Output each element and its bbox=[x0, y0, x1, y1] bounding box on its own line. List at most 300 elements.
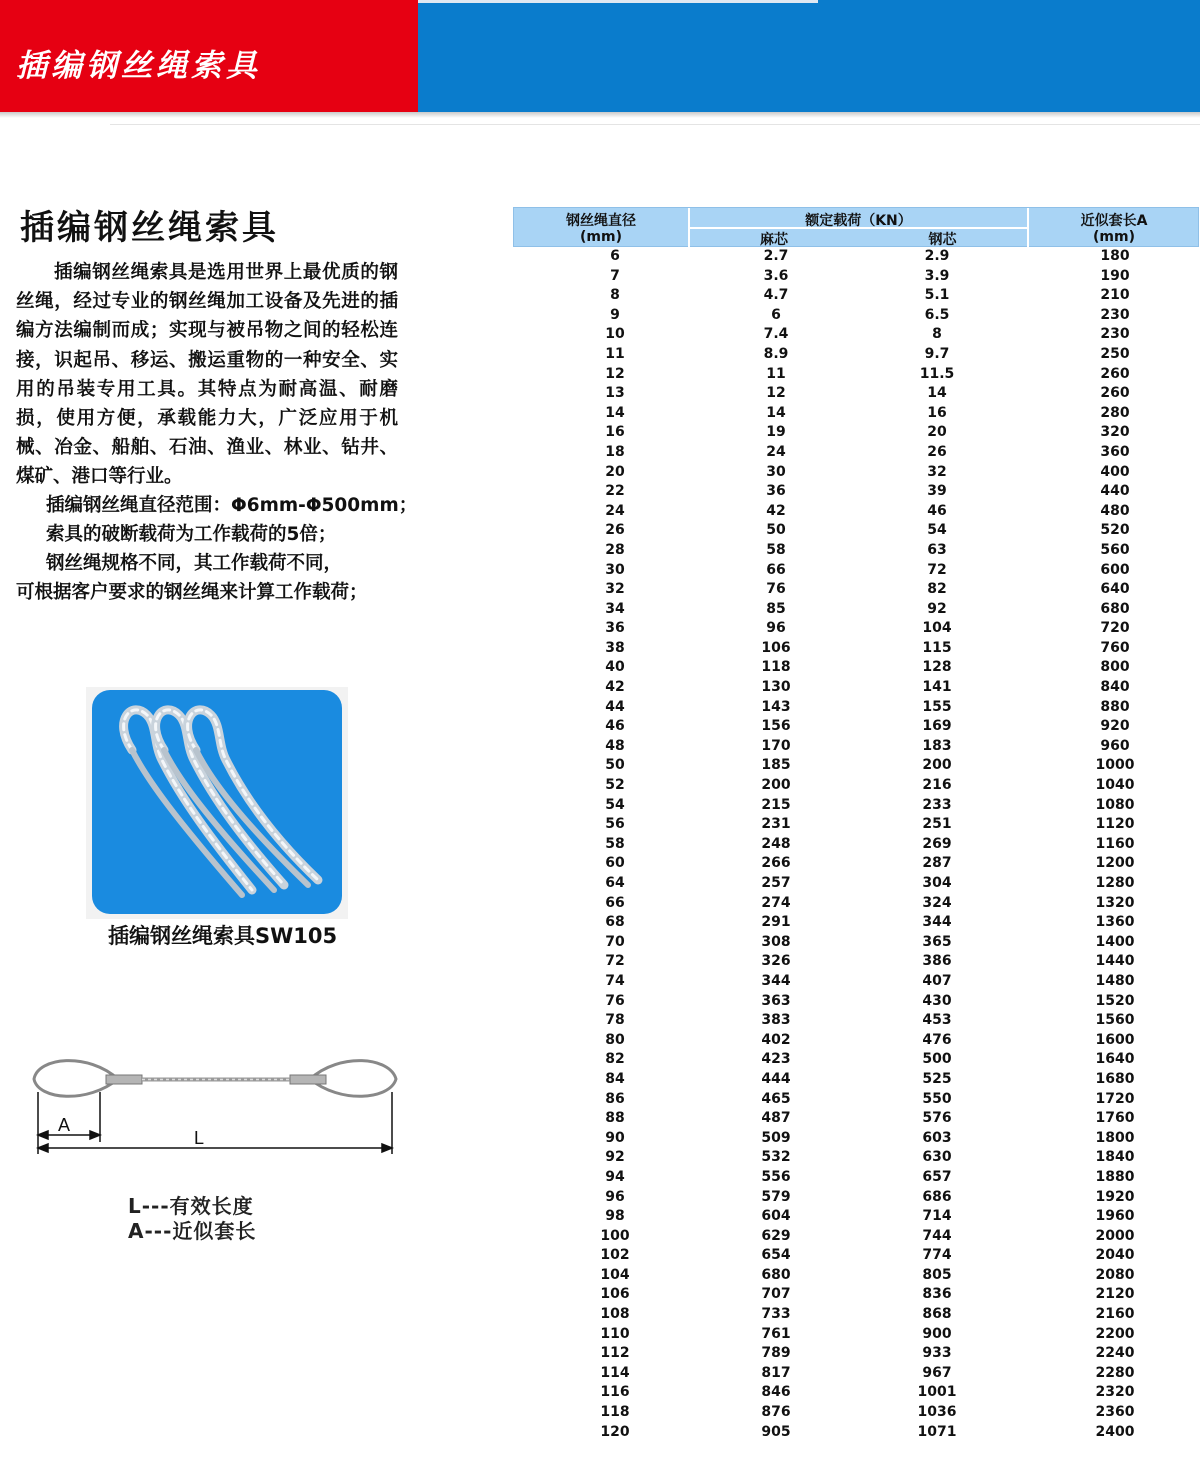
cell-eye-length: 1200 bbox=[1095, 855, 1135, 872]
cell-fiber-core-load: 707 bbox=[761, 1286, 791, 1303]
banner-shadow bbox=[0, 112, 1200, 118]
cell-fiber-core-load: 14 bbox=[766, 404, 786, 421]
cell-diameter: 11 bbox=[605, 345, 625, 362]
table-row bbox=[513, 913, 1199, 933]
cell-eye-length: 1320 bbox=[1095, 894, 1135, 911]
cell-steel-core-load: 476 bbox=[922, 1031, 952, 1048]
table-row bbox=[513, 541, 1199, 561]
note-diameter-range: 插编钢丝绳直径范围：Φ6mm-Φ500mm； bbox=[46, 495, 418, 516]
table-row bbox=[513, 1050, 1199, 1070]
cell-fiber-core-load: 8.9 bbox=[763, 345, 789, 362]
cell-steel-core-load: 5.1 bbox=[924, 287, 950, 304]
banner-top-line bbox=[418, 0, 818, 3]
table-row bbox=[513, 815, 1199, 835]
cell-eye-length: 230 bbox=[1100, 306, 1130, 323]
cell-eye-length: 2000 bbox=[1095, 1227, 1135, 1244]
banner-blue-block bbox=[418, 0, 1200, 112]
cell-steel-core-load: 900 bbox=[922, 1325, 952, 1342]
cell-fiber-core-load: 326 bbox=[761, 953, 791, 970]
table-row bbox=[513, 1109, 1199, 1129]
cell-eye-length: 1040 bbox=[1095, 777, 1135, 794]
cell-steel-core-load: 169 bbox=[922, 718, 952, 735]
cell-eye-length: 840 bbox=[1100, 679, 1130, 696]
cell-steel-core-load: 657 bbox=[922, 1168, 952, 1185]
cell-steel-core-load: 269 bbox=[922, 835, 952, 852]
table-row bbox=[513, 502, 1199, 522]
cell-fiber-core-load: 24 bbox=[766, 443, 786, 460]
cell-diameter: 110 bbox=[600, 1325, 630, 1342]
cell-steel-core-load: 216 bbox=[922, 777, 952, 794]
table-row bbox=[513, 1207, 1199, 1227]
cell-eye-length: 1640 bbox=[1095, 1051, 1135, 1068]
cell-fiber-core-load: 556 bbox=[761, 1168, 791, 1185]
cell-diameter: 32 bbox=[605, 581, 625, 598]
table-row bbox=[513, 1305, 1199, 1325]
photo-caption: 插编钢丝绳索具SW105 bbox=[108, 924, 338, 948]
cell-steel-core-load: 1071 bbox=[917, 1423, 957, 1440]
cell-steel-core-load: 32 bbox=[927, 463, 947, 480]
cell-diameter: 38 bbox=[605, 639, 625, 656]
cell-steel-core-load: 686 bbox=[922, 1188, 952, 1205]
table-row bbox=[513, 1285, 1199, 1305]
cell-steel-core-load: 525 bbox=[922, 1070, 952, 1087]
table-row bbox=[513, 1266, 1199, 1286]
cell-steel-core-load: 251 bbox=[922, 816, 952, 833]
cell-diameter: 118 bbox=[600, 1404, 630, 1421]
cell-diameter: 24 bbox=[605, 502, 625, 519]
product-description: 插编钢丝绳索具是选用世界上最优质的钢丝绳，经过专业的钢丝绳加工设备及先进的插编方法编制而成；实现与被吊物之间的轻松连接，识起吊、移运、搬运重物的一种安全、实用的吊装专用工具。其特点为耐高温、耐磨损，使用方便，承载能力大，广泛应用于机械、冶金、船舶、石油、渔业、林业、钻井、煤矿、港口等行业。 bbox=[16, 262, 398, 488]
cell-diameter: 108 bbox=[600, 1306, 630, 1323]
cell-eye-length: 520 bbox=[1100, 522, 1130, 539]
cell-steel-core-load: 14 bbox=[927, 385, 947, 402]
note-custom-calc: 可根据客户要求的钢丝绳来计算工作载荷； bbox=[16, 582, 368, 603]
cell-diameter: 86 bbox=[605, 1090, 625, 1107]
cell-diameter: 94 bbox=[605, 1168, 625, 1185]
cell-eye-length: 180 bbox=[1100, 248, 1130, 264]
cell-diameter: 9 bbox=[610, 306, 620, 323]
spec-table-body bbox=[513, 247, 1199, 1442]
cell-eye-length: 400 bbox=[1100, 463, 1130, 480]
cell-steel-core-load: 54 bbox=[927, 522, 947, 539]
table-row bbox=[513, 952, 1199, 972]
header-rated-load: 额定载荷（KN） bbox=[805, 213, 912, 229]
table-row bbox=[513, 384, 1199, 404]
cell-eye-length: 2240 bbox=[1095, 1345, 1135, 1362]
cell-steel-core-load: 603 bbox=[922, 1129, 952, 1146]
cell-fiber-core-load: 118 bbox=[761, 659, 791, 676]
cell-eye-length: 2200 bbox=[1095, 1325, 1135, 1342]
cell-fiber-core-load: 106 bbox=[761, 639, 791, 656]
table-row bbox=[513, 1403, 1199, 1423]
cell-fiber-core-load: 85 bbox=[766, 600, 786, 617]
cell-diameter: 7 bbox=[610, 267, 620, 284]
cell-diameter: 116 bbox=[600, 1384, 630, 1401]
spec-table-header bbox=[513, 207, 1199, 247]
table-row bbox=[513, 854, 1199, 874]
banner-title: 插编钢丝绳索具 bbox=[16, 48, 261, 84]
cell-diameter: 13 bbox=[605, 385, 625, 402]
cell-diameter: 74 bbox=[605, 972, 625, 989]
table-row bbox=[513, 1168, 1199, 1188]
cell-eye-length: 1840 bbox=[1095, 1149, 1135, 1166]
table-row bbox=[513, 619, 1199, 639]
cell-fiber-core-load: 363 bbox=[761, 992, 791, 1009]
cell-steel-core-load: 16 bbox=[927, 404, 947, 421]
cell-diameter: 52 bbox=[605, 777, 625, 794]
cell-eye-length: 1120 bbox=[1095, 816, 1135, 833]
cell-diameter: 36 bbox=[605, 620, 625, 637]
cell-eye-length: 920 bbox=[1100, 718, 1130, 735]
product-photo bbox=[92, 690, 342, 914]
cell-eye-length: 1160 bbox=[1095, 835, 1135, 852]
cell-diameter: 66 bbox=[605, 894, 625, 911]
cell-eye-length: 1440 bbox=[1095, 953, 1135, 970]
table-row bbox=[513, 365, 1199, 385]
cell-steel-core-load: 550 bbox=[922, 1090, 952, 1107]
table-row bbox=[513, 1011, 1199, 1031]
cell-fiber-core-load: 487 bbox=[761, 1110, 791, 1127]
cell-eye-length: 880 bbox=[1100, 698, 1130, 715]
cell-eye-length: 1000 bbox=[1095, 757, 1135, 774]
cell-steel-core-load: 26 bbox=[927, 443, 947, 460]
cell-diameter: 28 bbox=[605, 541, 625, 558]
cell-steel-core-load: 2.9 bbox=[924, 248, 950, 264]
cell-eye-length: 1360 bbox=[1095, 914, 1135, 931]
cell-steel-core-load: 453 bbox=[922, 1012, 952, 1029]
header-fiber-core: 麻芯 bbox=[760, 232, 788, 248]
cell-eye-length: 1280 bbox=[1095, 875, 1135, 891]
cell-fiber-core-load: 465 bbox=[761, 1090, 791, 1107]
cell-eye-length: 1760 bbox=[1095, 1110, 1135, 1127]
table-row bbox=[513, 1188, 1199, 1208]
cell-steel-core-load: 63 bbox=[927, 541, 947, 558]
cell-steel-core-load: 155 bbox=[922, 698, 952, 715]
cell-diameter: 102 bbox=[600, 1247, 630, 1264]
cell-steel-core-load: 1001 bbox=[917, 1384, 957, 1401]
cell-diameter: 48 bbox=[605, 737, 625, 754]
cell-fiber-core-load: 680 bbox=[761, 1266, 791, 1283]
cell-eye-length: 320 bbox=[1100, 424, 1130, 441]
cell-eye-length: 1720 bbox=[1095, 1090, 1135, 1107]
legend-effective-length: L---有效长度 bbox=[128, 1194, 254, 1218]
cell-diameter: 44 bbox=[605, 698, 625, 715]
cell-eye-length: 2280 bbox=[1095, 1364, 1135, 1381]
table-row bbox=[513, 561, 1199, 581]
cell-diameter: 14 bbox=[605, 404, 625, 421]
table-row bbox=[513, 404, 1199, 424]
wire-rope-slings-illustration bbox=[92, 690, 342, 914]
cell-fiber-core-load: 579 bbox=[761, 1188, 791, 1205]
table-row bbox=[513, 1070, 1199, 1090]
table-row bbox=[513, 1246, 1199, 1266]
cell-steel-core-load: 11.5 bbox=[919, 365, 955, 382]
cell-steel-core-load: 805 bbox=[922, 1266, 952, 1283]
cell-steel-core-load: 39 bbox=[927, 483, 947, 500]
table-row bbox=[513, 894, 1199, 914]
cell-fiber-core-load: 215 bbox=[761, 796, 791, 813]
cell-steel-core-load: 1036 bbox=[917, 1404, 957, 1421]
cell-diameter: 76 bbox=[605, 992, 625, 1009]
table-row bbox=[513, 521, 1199, 541]
cell-fiber-core-load: 383 bbox=[761, 1012, 791, 1029]
cell-steel-core-load: 104 bbox=[922, 620, 952, 637]
cell-fiber-core-load: 200 bbox=[761, 777, 791, 794]
cell-fiber-core-load: 30 bbox=[766, 463, 786, 480]
cell-diameter: 30 bbox=[605, 561, 625, 578]
table-row bbox=[513, 756, 1199, 776]
cell-fiber-core-load: 761 bbox=[761, 1325, 791, 1342]
section-title: 插编钢丝绳索具 bbox=[20, 208, 279, 248]
cell-diameter: 42 bbox=[605, 679, 625, 696]
table-row bbox=[513, 443, 1199, 463]
note-work-load: 钢丝绳规格不同，其工作载荷不同， bbox=[46, 553, 343, 574]
cell-diameter: 20 bbox=[605, 463, 625, 480]
cell-fiber-core-load: 3.6 bbox=[763, 267, 789, 284]
table-row bbox=[513, 600, 1199, 620]
cell-diameter: 70 bbox=[605, 933, 625, 950]
cell-eye-length: 2320 bbox=[1095, 1384, 1135, 1401]
cell-diameter: 56 bbox=[605, 816, 625, 833]
cell-eye-length: 2040 bbox=[1095, 1247, 1135, 1264]
dimension-label-l: L bbox=[194, 1128, 205, 1148]
table-row bbox=[513, 423, 1199, 443]
cell-fiber-core-load: 846 bbox=[761, 1384, 791, 1401]
cell-eye-length: 2120 bbox=[1095, 1286, 1135, 1303]
cell-fiber-core-load: 19 bbox=[766, 424, 786, 441]
cell-fiber-core-load: 248 bbox=[761, 835, 791, 852]
cell-eye-length: 190 bbox=[1100, 267, 1130, 284]
table-row bbox=[513, 325, 1199, 345]
table-row bbox=[513, 717, 1199, 737]
cell-eye-length: 1400 bbox=[1095, 933, 1135, 950]
cell-diameter: 26 bbox=[605, 522, 625, 539]
cell-fiber-core-load: 789 bbox=[761, 1345, 791, 1362]
cell-eye-length: 800 bbox=[1100, 659, 1130, 676]
cell-fiber-core-load: 532 bbox=[761, 1149, 791, 1166]
cell-diameter: 88 bbox=[605, 1110, 625, 1127]
cell-eye-length: 280 bbox=[1100, 404, 1130, 421]
cell-diameter: 96 bbox=[605, 1188, 625, 1205]
cell-diameter: 114 bbox=[600, 1364, 630, 1381]
cell-eye-length: 1920 bbox=[1095, 1188, 1135, 1205]
cell-steel-core-load: 233 bbox=[922, 796, 952, 813]
cell-diameter: 46 bbox=[605, 718, 625, 735]
cell-diameter: 90 bbox=[605, 1129, 625, 1146]
cell-eye-length: 260 bbox=[1100, 385, 1130, 402]
table-row bbox=[513, 972, 1199, 992]
cell-diameter: 54 bbox=[605, 796, 625, 813]
cell-fiber-core-load: 2.7 bbox=[763, 248, 789, 264]
cell-eye-length: 680 bbox=[1100, 600, 1130, 617]
cell-fiber-core-load: 42 bbox=[766, 502, 786, 519]
table-row bbox=[513, 992, 1199, 1012]
cell-eye-length: 1480 bbox=[1095, 972, 1135, 989]
cell-steel-core-load: 92 bbox=[927, 600, 947, 617]
table-row bbox=[513, 345, 1199, 365]
table-row bbox=[513, 1383, 1199, 1403]
cell-diameter: 60 bbox=[605, 855, 625, 872]
header-eye-unit: (mm) bbox=[1093, 229, 1135, 245]
table-row bbox=[513, 1227, 1199, 1247]
cell-diameter: 104 bbox=[600, 1266, 630, 1283]
header-eye-length: 近似套长A bbox=[1080, 213, 1148, 229]
cell-steel-core-load: 287 bbox=[922, 855, 952, 872]
table-row bbox=[513, 639, 1199, 659]
cell-eye-length: 480 bbox=[1100, 502, 1130, 519]
cell-diameter: 84 bbox=[605, 1070, 625, 1087]
cell-diameter: 106 bbox=[600, 1286, 630, 1303]
cell-diameter: 34 bbox=[605, 600, 625, 617]
cell-eye-length: 440 bbox=[1100, 483, 1130, 500]
cell-fiber-core-load: 266 bbox=[761, 855, 791, 872]
divider-line bbox=[110, 124, 1200, 125]
cell-diameter: 18 bbox=[605, 443, 625, 460]
cell-steel-core-load: 82 bbox=[927, 581, 947, 598]
cell-fiber-core-load: 733 bbox=[761, 1306, 791, 1323]
table-row bbox=[513, 874, 1199, 894]
cell-fiber-core-load: 66 bbox=[766, 561, 786, 578]
cell-steel-core-load: 128 bbox=[922, 659, 952, 676]
cell-fiber-core-load: 629 bbox=[761, 1227, 791, 1244]
cell-steel-core-load: 744 bbox=[922, 1227, 952, 1244]
cell-steel-core-load: 200 bbox=[922, 757, 952, 774]
cell-steel-core-load: 344 bbox=[922, 914, 952, 931]
cell-eye-length: 230 bbox=[1100, 326, 1130, 343]
table-row bbox=[513, 776, 1199, 796]
cell-eye-length: 1960 bbox=[1095, 1208, 1135, 1225]
cell-fiber-core-load: 291 bbox=[761, 914, 791, 931]
cell-steel-core-load: 386 bbox=[922, 953, 952, 970]
cell-diameter: 16 bbox=[605, 424, 625, 441]
cell-fiber-core-load: 130 bbox=[761, 679, 791, 696]
cell-steel-core-load: 836 bbox=[922, 1286, 952, 1303]
cell-diameter: 100 bbox=[600, 1227, 630, 1244]
cell-fiber-core-load: 156 bbox=[761, 718, 791, 735]
cell-steel-core-load: 9.7 bbox=[924, 345, 950, 362]
cell-steel-core-load: 430 bbox=[922, 992, 952, 1009]
cell-steel-core-load: 115 bbox=[922, 639, 952, 656]
cell-diameter: 22 bbox=[605, 483, 625, 500]
cell-eye-length: 1520 bbox=[1095, 992, 1135, 1009]
cell-diameter: 50 bbox=[605, 757, 625, 774]
cell-eye-length: 640 bbox=[1100, 581, 1130, 598]
header-diameter: 钢丝绳直径 bbox=[566, 213, 636, 229]
cell-diameter: 64 bbox=[605, 875, 625, 891]
table-row bbox=[513, 737, 1199, 757]
cell-diameter: 58 bbox=[605, 835, 625, 852]
cell-fiber-core-load: 36 bbox=[766, 483, 786, 500]
cell-steel-core-load: 630 bbox=[922, 1149, 952, 1166]
table-row bbox=[513, 267, 1199, 287]
table-row bbox=[513, 678, 1199, 698]
cell-fiber-core-load: 817 bbox=[761, 1364, 791, 1381]
cell-fiber-core-load: 444 bbox=[761, 1070, 791, 1087]
cell-eye-length: 1800 bbox=[1095, 1129, 1135, 1146]
cell-fiber-core-load: 11 bbox=[766, 365, 786, 382]
cell-fiber-core-load: 76 bbox=[766, 581, 786, 598]
cell-steel-core-load: 576 bbox=[922, 1110, 952, 1127]
cell-fiber-core-load: 423 bbox=[761, 1051, 791, 1068]
cell-diameter: 92 bbox=[605, 1149, 625, 1166]
table-row bbox=[513, 1129, 1199, 1149]
table-row bbox=[513, 1364, 1199, 1384]
cell-fiber-core-load: 654 bbox=[761, 1247, 791, 1264]
cell-fiber-core-load: 905 bbox=[761, 1423, 791, 1440]
cell-diameter: 68 bbox=[605, 914, 625, 931]
cell-diameter: 72 bbox=[605, 953, 625, 970]
cell-fiber-core-load: 274 bbox=[761, 894, 791, 911]
cell-steel-core-load: 967 bbox=[922, 1364, 952, 1381]
cell-steel-core-load: 868 bbox=[922, 1306, 952, 1323]
cell-steel-core-load: 6.5 bbox=[924, 306, 950, 323]
note-breaking-load: 索具的破断载荷为工作载荷的5倍； bbox=[46, 524, 337, 545]
cell-fiber-core-load: 170 bbox=[761, 737, 791, 754]
cell-eye-length: 1560 bbox=[1095, 1012, 1135, 1029]
sling-dimension-diagram bbox=[28, 1042, 408, 1172]
table-row bbox=[513, 1031, 1199, 1051]
cell-fiber-core-load: 402 bbox=[761, 1031, 791, 1048]
table-row bbox=[513, 306, 1199, 326]
cell-steel-core-load: 304 bbox=[922, 875, 952, 891]
cell-fiber-core-load: 604 bbox=[761, 1208, 791, 1225]
cell-eye-length: 960 bbox=[1100, 737, 1130, 754]
cell-fiber-core-load: 509 bbox=[761, 1129, 791, 1146]
cell-steel-core-load: 141 bbox=[922, 679, 952, 696]
cell-fiber-core-load: 7.4 bbox=[763, 326, 789, 343]
cell-fiber-core-load: 308 bbox=[761, 933, 791, 950]
cell-diameter: 82 bbox=[605, 1051, 625, 1068]
table-row bbox=[513, 1090, 1199, 1110]
cell-steel-core-load: 407 bbox=[922, 972, 952, 989]
cell-diameter: 98 bbox=[605, 1208, 625, 1225]
table-row bbox=[513, 835, 1199, 855]
cell-steel-core-load: 933 bbox=[922, 1345, 952, 1362]
cell-diameter: 120 bbox=[600, 1423, 630, 1440]
cell-fiber-core-load: 876 bbox=[761, 1404, 791, 1421]
cell-fiber-core-load: 4.7 bbox=[763, 287, 789, 304]
cell-diameter: 10 bbox=[605, 326, 625, 343]
cell-eye-length: 1600 bbox=[1095, 1031, 1135, 1048]
cell-fiber-core-load: 143 bbox=[761, 698, 791, 715]
cell-steel-core-load: 774 bbox=[922, 1247, 952, 1264]
table-row bbox=[513, 463, 1199, 483]
cell-eye-length: 360 bbox=[1100, 443, 1130, 460]
cell-eye-length: 1880 bbox=[1095, 1168, 1135, 1185]
cell-diameter: 8 bbox=[610, 287, 620, 304]
cell-fiber-core-load: 257 bbox=[761, 875, 791, 891]
cell-fiber-core-load: 185 bbox=[761, 757, 791, 774]
cell-diameter: 6 bbox=[610, 248, 620, 264]
header-steel-core: 钢芯 bbox=[928, 232, 957, 248]
cell-steel-core-load: 324 bbox=[922, 894, 952, 911]
table-row bbox=[513, 580, 1199, 600]
cell-fiber-core-load: 12 bbox=[766, 385, 786, 402]
cell-steel-core-load: 714 bbox=[922, 1208, 952, 1225]
cell-diameter: 80 bbox=[605, 1031, 625, 1048]
cell-diameter: 12 bbox=[605, 365, 625, 382]
cell-eye-length: 210 bbox=[1100, 287, 1130, 304]
cell-fiber-core-load: 231 bbox=[761, 816, 791, 833]
cell-eye-length: 760 bbox=[1100, 639, 1130, 656]
cell-diameter: 78 bbox=[605, 1012, 625, 1029]
cell-eye-length: 1680 bbox=[1095, 1070, 1135, 1087]
table-row bbox=[513, 658, 1199, 678]
dimension-label-a: A bbox=[58, 1115, 71, 1135]
cell-steel-core-load: 3.9 bbox=[924, 267, 950, 284]
table-row bbox=[513, 286, 1199, 306]
cell-eye-length: 1080 bbox=[1095, 796, 1135, 813]
table-row bbox=[513, 1344, 1199, 1364]
